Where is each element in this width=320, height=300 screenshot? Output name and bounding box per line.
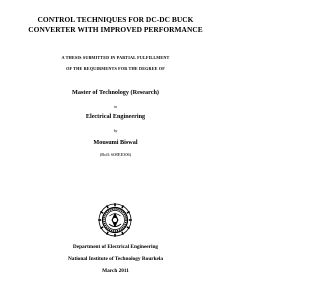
thesis-title-line-1: CONTROL TECHNIQUES FOR DC-DC BUCK xyxy=(37,15,194,24)
author-name: Mousumi Biswal xyxy=(93,139,138,146)
submission-statement-line-2: OF THE REQUIRMENTS FOR THE DEGREE OF xyxy=(66,66,165,71)
submission-date: March 2011 xyxy=(102,268,129,274)
roll-number: (Roll: 608EE306) xyxy=(99,152,132,157)
in-connector: in xyxy=(114,105,117,109)
by-connector: by xyxy=(113,129,118,133)
nit-rourkela-emblem-icon xyxy=(98,203,132,237)
thesis-title-line-2: CONVERTER WITH IMPROVED PERFORMANCE xyxy=(28,25,203,34)
degree-name: Master of Technology (Research) xyxy=(72,89,159,96)
institute-name: National Institute of Technology Rourkela xyxy=(67,256,164,262)
discipline-name: Electrical Engineering xyxy=(85,113,146,120)
department-name: Department of Electrical Engineering xyxy=(72,244,159,250)
submission-statement-line-1: A THESIS SUBMITTED IN PARTIAL FULFILLMENT xyxy=(61,55,170,60)
